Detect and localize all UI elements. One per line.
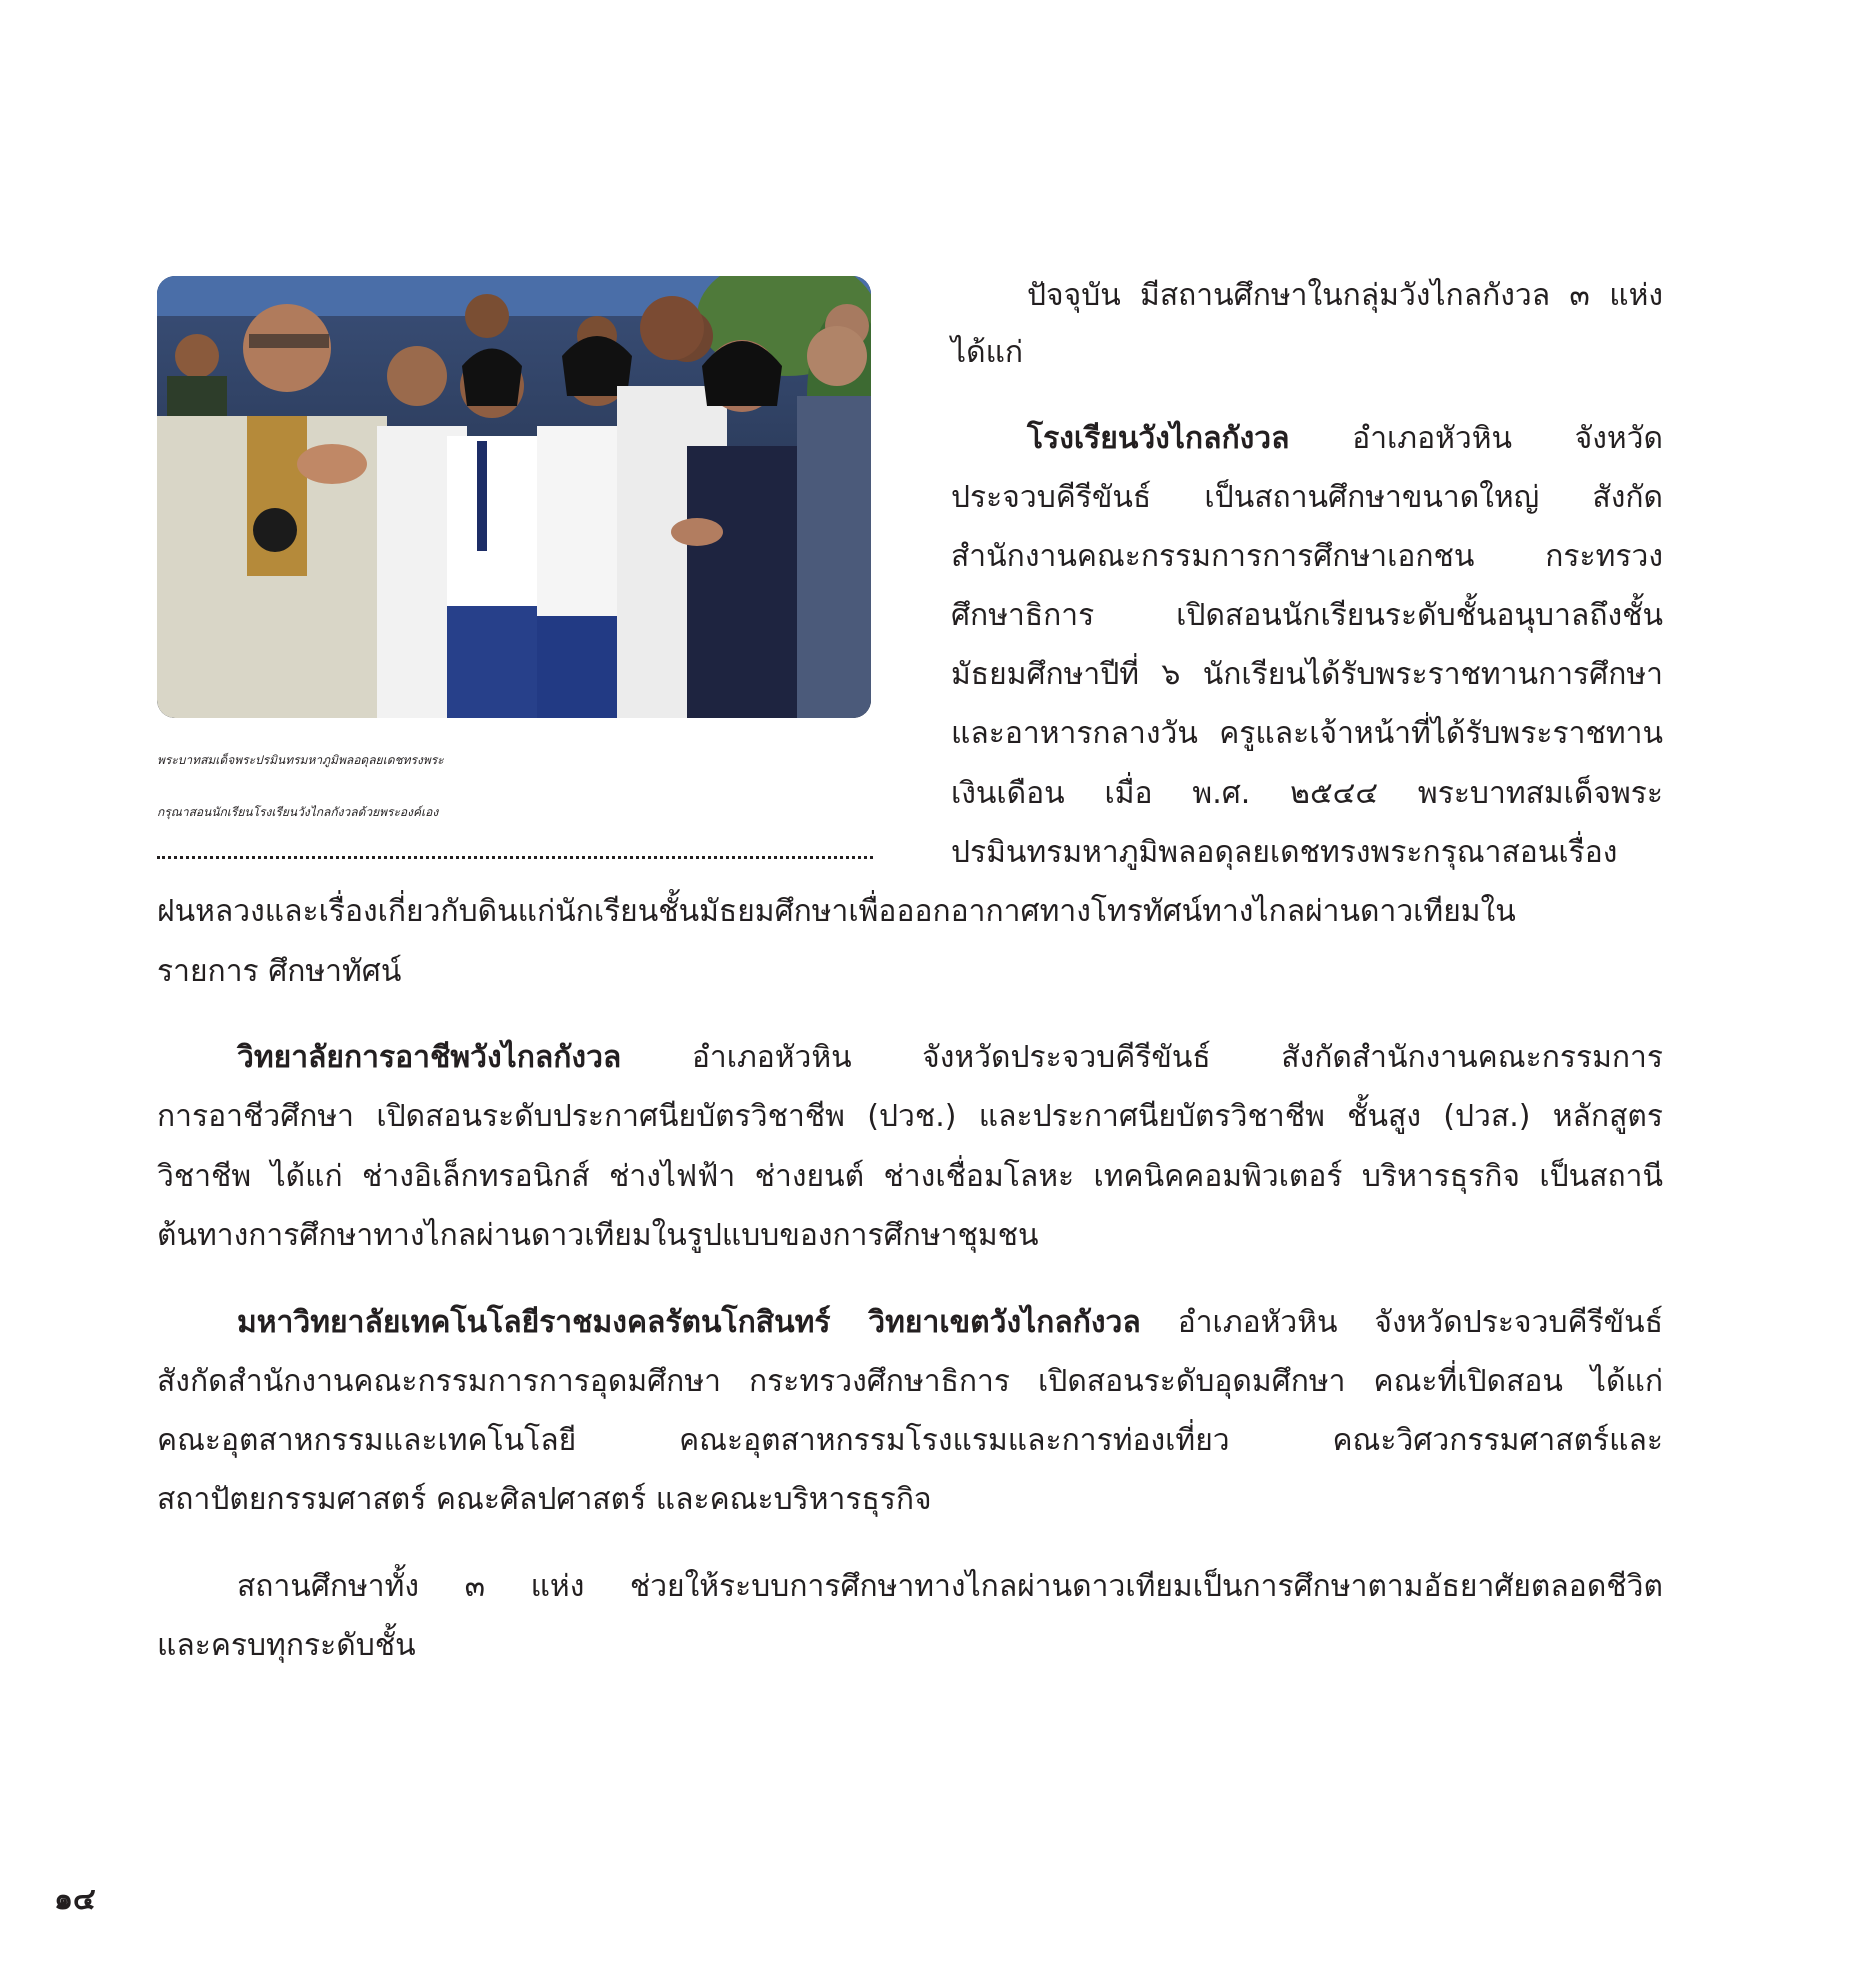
school-line-3: สำนักงานคณะกรรมการการศึกษาเอกชน กระทรวง (951, 539, 1663, 574)
school-line-2: ประจวบคีรีขันธ์ เป็นสถานศึกษาขนาดใหญ่ สังกัด (951, 480, 1663, 515)
intro-line-2: ได้แก่ (951, 335, 1024, 370)
school-line-6: และอาหารกลางวัน ครูและเจ้าหน้าที่ได้รับพระราชทาน (951, 716, 1663, 751)
page-number: ๑๔ (54, 1882, 96, 1917)
conclusion-line-2: และครบทุกระดับชั้น (157, 1628, 416, 1663)
school-name: โรงเรียนวังไกลกังวล (1027, 421, 1290, 456)
college-name: วิทยาลัยการอาชีพวังไกลกังวล (237, 1040, 622, 1075)
photo-illustration (157, 276, 871, 718)
caption-line-1: พระบาทสมเด็จพระปรมินทรมหาภูมิพลอดุลยเดชทรงพระ (157, 753, 444, 767)
college-line-1-rest: อำเภอหัวหิน จังหวัดประจวบคีรีขันธ์ สังกัดสำนักงานคณะกรรมการ (621, 1040, 1663, 1075)
school-line-9: ฝนหลวงและเรื่องเกี่ยวกับดินแก่นักเรียนชั้นมัธยมศึกษาเพื่อออกอากาศทางโทรทัศน์ทางไกลผ่านดาวเทียมใน (157, 894, 1516, 929)
university-line-3: คณะอุตสาหกรรมและเทคโนโลยี คณะอุตสาหกรรมโรงแรมและการท่องเที่ยว คณะวิศวกรรมศาสตร์และ (157, 1423, 1663, 1458)
caption-line-2: กรุณาสอนนักเรียนโรงเรียนวังไกลกังวลด้วยพระองค์เอง (157, 805, 439, 819)
university-name: มหาวิทยาลัยเทคโนโลยีราชมงคลรัตนโกสินทร์ วิทยาเขตวังไกลกังวล (237, 1305, 1141, 1340)
college-line-4: ต้นทางการศึกษาทางไกลผ่านดาวเทียมในรูปแบบของการศึกษาชุมชน (157, 1218, 1039, 1253)
college-line-2: การอาชีวศึกษา เปิดสอนระดับประกาศนียบัตรวิชาชีพ (ปวช.) และประกาศนียบัตรวิชาชีพ ชั้นสูง (ปวส.) หลักสูตร (157, 1099, 1663, 1134)
university-line-2: สังกัดสำนักงานคณะกรรมการการอุดมศึกษา กระทรวงศึกษาธิการ เปิดสอนระดับอุดมศึกษา คณะที่เปิดสอน ได้แก่ (157, 1364, 1663, 1399)
intro-line-1: ปัจจุบัน มีสถานศึกษาในกลุ่มวังไกลกังวล ๓ แห่ง (1027, 278, 1663, 313)
school-line-1 (1027, 419, 1663, 459)
university-line-1 (237, 1303, 1663, 1343)
school-line-8: ปรมินทรมหาภูมิพลอดุลยเดชทรงพระกรุณาสอนเรื่อง (951, 835, 1618, 870)
photo-king-teaching-students (157, 276, 871, 718)
school-line-7: เงินเดือน เมื่อ พ.ศ. ๒๕๔๔ พระบาทสมเด็จพระ (951, 776, 1663, 811)
conclusion-line-1: สถานศึกษาทั้ง ๓ แห่ง ช่วยให้ระบบการศึกษาทางไกลผ่านดาวเทียมเป็นการศึกษาตามอัธยาศัยตลอดชีวิต (237, 1569, 1663, 1604)
school-line-10: รายการ ศึกษาทัศน์ (157, 954, 402, 989)
photo-caption (157, 734, 877, 838)
school-line-1-rest: อำเภอหัวหิน จังหวัด (1289, 421, 1663, 456)
school-line-5: มัธยมศึกษาปีที่ ๖ นักเรียนได้รับพระราชทานการศึกษา (951, 657, 1663, 692)
college-line-3: วิชาชีพ ได้แก่ ช่างอิเล็กทรอนิกส์ ช่างไฟฟ้า ช่างยนต์ ช่างเชื่อมโลหะ เทคนิคคอมพิวเตอร์ บริหารธุรกิจ เป็นสถานี (157, 1159, 1663, 1194)
caption-divider (157, 856, 873, 859)
university-line-4: สถาปัตยกรรมศาสตร์ คณะศิลปศาสตร์ และคณะบริหารธุรกิจ (157, 1482, 932, 1517)
school-line-4: ศึกษาธิการ เปิดสอนนักเรียนระดับชั้นอนุบาลถึงชั้น (951, 598, 1663, 633)
university-line-1-rest: อำเภอหัวหิน จังหวัดประจวบคีรีขันธ์ (1140, 1305, 1664, 1340)
college-line-1 (237, 1038, 1663, 1078)
